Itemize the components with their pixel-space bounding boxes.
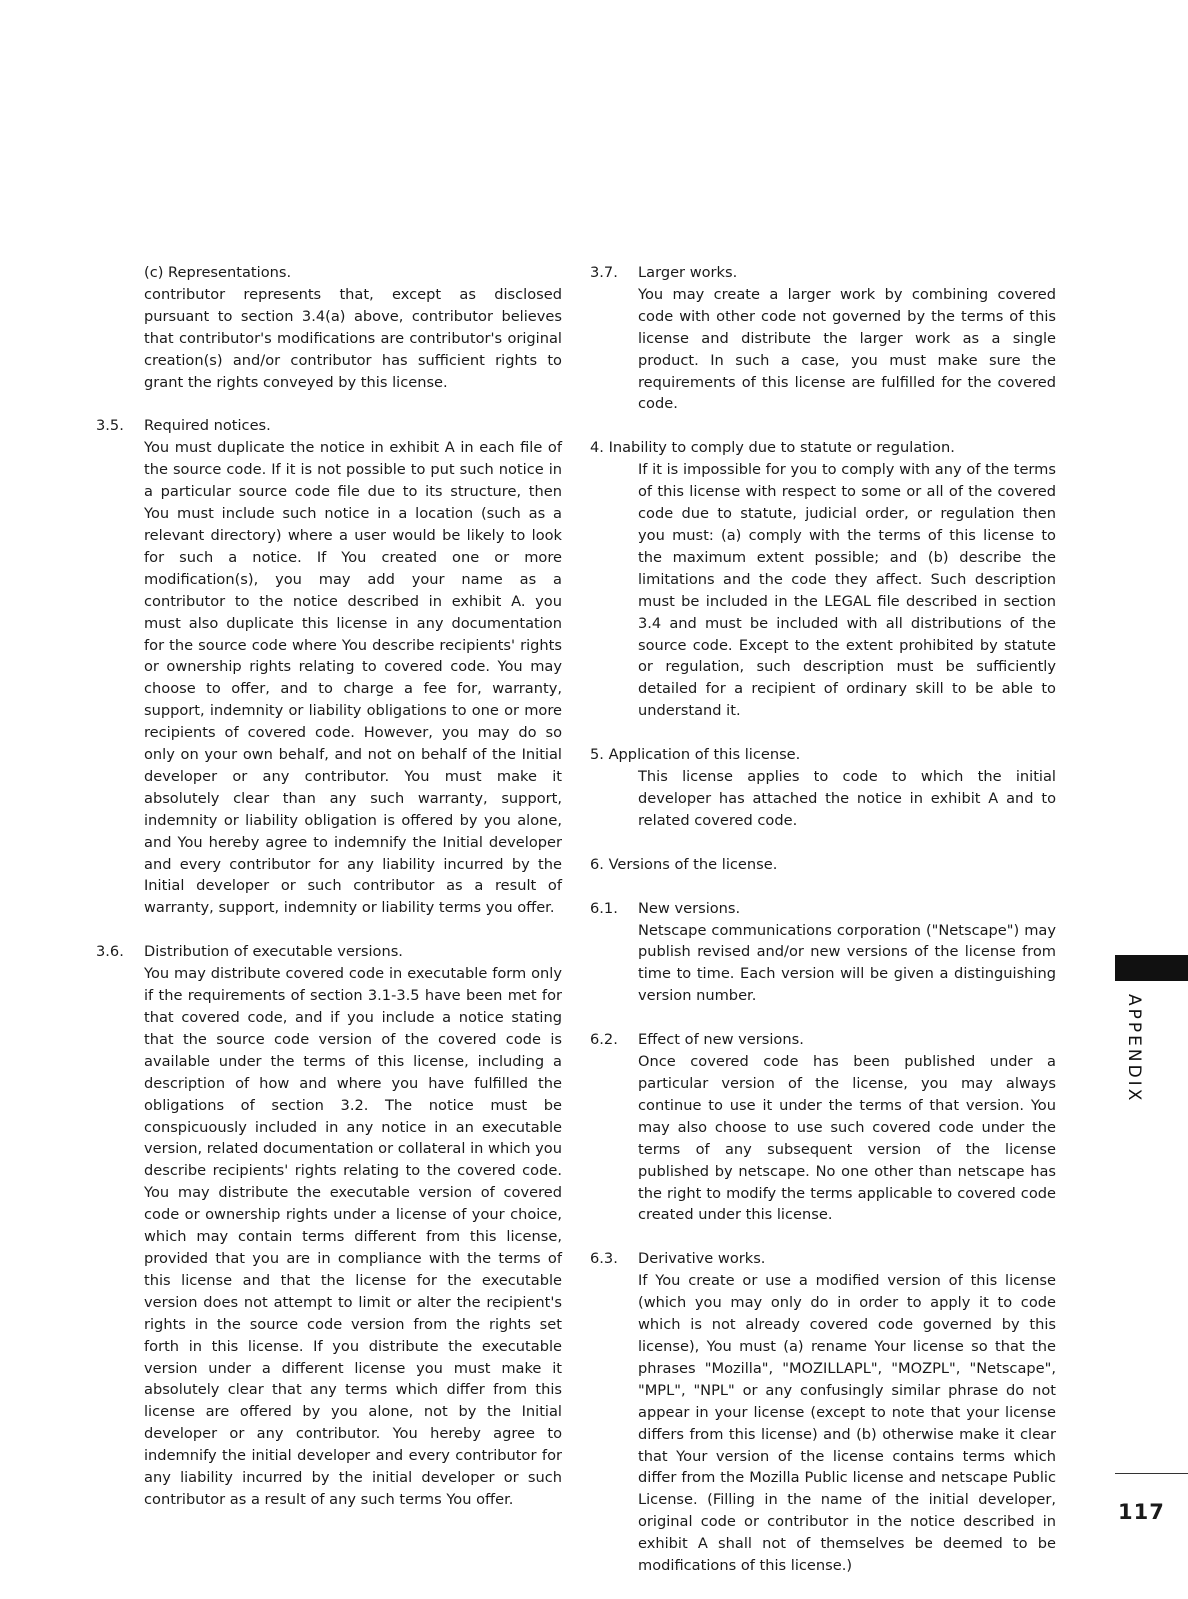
- section-6-3: [590, 1248, 1056, 1577]
- appendix-label-text: APPENDIX: [1124, 994, 1144, 1104]
- section-4-body: If it is impossible for you to comply with any of the terms of this license with respect to some or all of the covered code due to statute, judicial order, or regulation then you must: (a) comply with the terms of this license to the maximum extent possible; and (b) describe the limitations and the code they affect. Such description must be included in the LEGAL file described in section 3.4 and must be included with all distributions of the source code. Except to the extent prohibited by statute or regulation, such description must be sufficiently detailed for a recipient of ordinary skill to be able to understand it.: [638, 461, 1056, 720]
- appendix-side-label: [1114, 994, 1154, 1114]
- section-6-1-title: New versions.: [638, 899, 741, 917]
- section-5-title: 5. Application of this license.: [590, 746, 801, 764]
- section-4-title: 4. Inability to comply due to statute or regulation.: [590, 439, 955, 457]
- section-3-7: [590, 262, 1056, 415]
- section-6-1: [590, 898, 1056, 1008]
- section-3-4-c: [96, 262, 562, 393]
- section-3-5-body: You must duplicate the notice in exhibit A in each file of the source code. If it is not possible to put such notice in a particular source code file due to its structure, then You must include such notice in a location (such as a relevant directory) where a user would be likely to look for such a notice. If You created one or more modification(s), you may add your name as a contributor to the notice described in exhibit A. you must also duplicate this license in any documentation for the source code where You describe recipients' rights or ownership rights relating to covered code. You may choose to offer, and to charge a fee for, warranty, support, indemnity or liability obligations to one or more recipients of covered code. However, you may do so only on your own behalf, and not on behalf of the Initial developer or any contributor. You must make it absolutely clear than any such warranty, support, indemnity or liability obligation is offered by you alone, and You hereby agree to indemnify the Initial developer and every contributor for any liability incurred by the Initial developer or such contributor as a result of warranty, support, indemnity or liability terms you offer.: [144, 439, 562, 917]
- section-3-6-title: Distribution of executable versions.: [144, 943, 403, 961]
- section-6-2-title: Effect of new versions.: [638, 1031, 804, 1049]
- section-6-title: 6. Versions of the license.: [590, 855, 778, 873]
- section-3-7-title: Larger works.: [638, 264, 738, 281]
- section-6-2-body: Once covered code has been published under a particular version of the license, you may always continue to use it under the terms of that version. You may also choose to use such covered code under the terms of any subsequent version of the license published by netscape. No one other than netscape has the right to modify the terms applicable to covered code created under this license.: [638, 1053, 1056, 1224]
- page-number: 117: [1118, 1500, 1165, 1524]
- section-5: [590, 744, 1056, 832]
- section-6-1-number: 6.1.: [590, 899, 618, 917]
- section-4: [590, 437, 1056, 722]
- section-3-5-title: Required notices.: [144, 417, 271, 435]
- section-6-2-number: 6.2.: [590, 1031, 618, 1049]
- section-3-6: [96, 941, 562, 1511]
- section-6: [590, 854, 1056, 876]
- section-3-6-number: 3.6.: [96, 943, 124, 961]
- section-6-2: [590, 1029, 1056, 1226]
- appendix-tab-marker: [1115, 955, 1188, 981]
- section-6-3-body: If You create or use a modified version of this license (which you may only do in order to apply it to code which is not already covered code governed by this license), You must (a) rename Your license so that the phrases "Mozilla", "MOZILLAPL", "MOZPL", "Netscape", "MPL", "NPL" or any confusingly similar phrase do not appear in your license (except to note that your license differs from this license) and (b) otherwise make it clear that Your version of the license contains terms which differ from the Mozilla Public license and netscape Public License. (Filling in the name of the initial developer, original code or contributor in the notice described in exhibit A shall not of themselves be deemed to be modifications of this license.): [638, 1272, 1056, 1575]
- section-6-3-number: 6.3.: [590, 1250, 618, 1268]
- section-6-1-body: Netscape communications corporation ("Netscape") may publish revised and/or new versions of the license from time to time. Each version will be given a distinguishing version number.: [638, 921, 1056, 1005]
- section-5-body: This license applies to code to which the initial developer has attached the notice in exhibit A and to related covered code.: [638, 768, 1056, 829]
- right-column: [590, 262, 1056, 1599]
- section-3-5-number: 3.5.: [96, 417, 124, 435]
- section-3-5: [96, 415, 562, 919]
- section-3-4-c-title: (c) Representations.: [144, 264, 292, 281]
- section-3-7-number: 3.7.: [590, 264, 618, 281]
- section-3-6-body: You may distribute covered code in executable form only if the requirements of section 3.1-3.5 have been met for that covered code, and if you include a notice stating that the source code version of the covered code is available under the terms of this license, including a description of how and where you have fulfilled the obligations of section 3.2. The notice must be conspicuously included in any notice in an executable version, related documentation or collateral in which you describe recipients' rights relating to the covered code. You may distribute the executable version of covered code or ownership rights under a license of your choice, which may contain terms different from this license, provided that you are in compliance with the terms of this license and that the license for the executable version does not attempt to limit or alter the recipient's rights in the source code version from the rights set forth in this license. If you distribute the executable version under a different license you must make it absolutely clear that any terms which differ from this license are offered by you alone, not by the Initial developer or any contributor. You hereby agree to indemnify the initial developer and every contributor for any liability incurred by the initial developer or such contributor as a result of any such terms You offer.: [144, 965, 562, 1508]
- page-number-rule: [1115, 1473, 1188, 1474]
- left-column: [96, 262, 562, 1533]
- section-3-4-c-body: contributor represents that, except as disclosed pursuant to section 3.4(a) above, contributor believes that contributor's modifications are contributor's original creation(s) and/or contributor has sufficient rights to grant the rights conveyed by this license.: [144, 285, 562, 391]
- section-6-3-title: Derivative works.: [638, 1250, 766, 1268]
- section-3-7-body: You may create a larger work by combining covered code with other code not governed by the terms of this license and distribute the larger work as a single product. In such a case, you must make sure the requirements of this license are fulfilled for the covered code.: [638, 285, 1056, 413]
